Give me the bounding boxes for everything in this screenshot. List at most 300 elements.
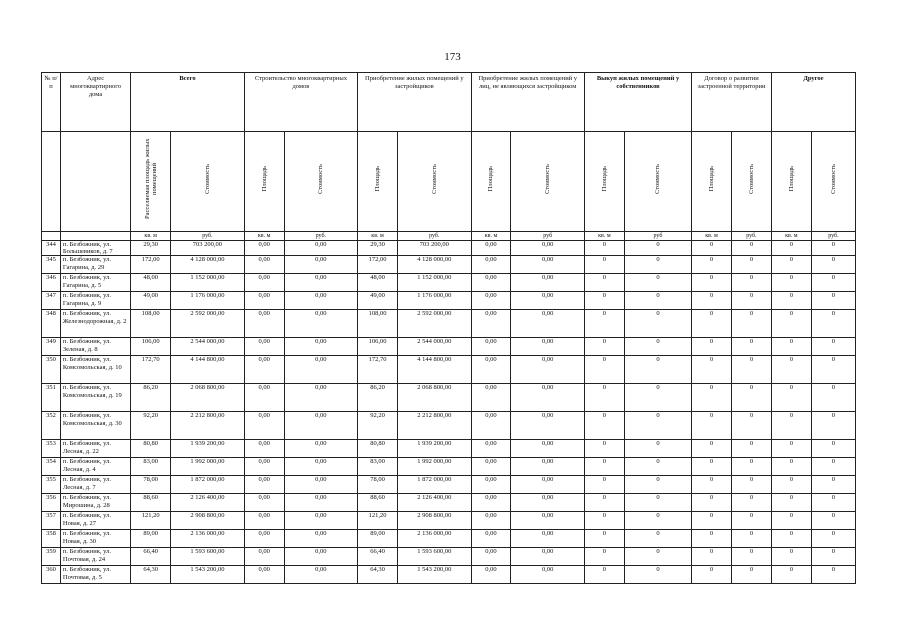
row-value-cell: 0 — [624, 310, 691, 338]
unit-cell: руб. — [398, 232, 472, 241]
header-cost: Стоимость — [398, 132, 472, 232]
row-value-cell: 0,00 — [471, 384, 511, 412]
row-value-cell: 0,00 — [284, 566, 358, 584]
row-number: 358 — [42, 530, 61, 548]
row-value-cell: 0 — [811, 512, 855, 530]
table-row — [42, 256, 856, 274]
row-address: п. Безбожник, ул. Лесная, д. 4 — [60, 458, 130, 476]
header-row-units — [42, 232, 856, 241]
unit-cell: руб. — [171, 232, 245, 241]
row-value-cell: 0 — [771, 356, 811, 384]
row-value-cell: 2 908 800,00 — [171, 512, 245, 530]
row-value-cell: 0,00 — [244, 274, 284, 292]
row-value-cell: 0 — [624, 530, 691, 548]
row-value-cell: 0 — [584, 274, 624, 292]
table-body — [42, 241, 856, 584]
row-address: п. Безбожник, ул. Лесная, д. 7 — [60, 476, 130, 494]
row-value-cell: 49,00 — [358, 292, 398, 310]
row-value-cell: 0 — [731, 458, 771, 476]
table-row — [42, 566, 856, 584]
row-value-cell: 0,00 — [471, 530, 511, 548]
row-value-cell: 29,30 — [131, 241, 171, 256]
row-value-cell: 0 — [624, 458, 691, 476]
row-value-cell: 0 — [811, 530, 855, 548]
row-number: 355 — [42, 476, 61, 494]
row-value-cell: 0 — [584, 530, 624, 548]
row-value-cell: 0,00 — [511, 310, 585, 338]
row-value-cell: 0 — [731, 494, 771, 512]
row-value-cell: 0 — [692, 256, 732, 274]
row-value-cell: 0,00 — [244, 512, 284, 530]
row-value-cell: 0 — [692, 440, 732, 458]
row-value-cell: 0 — [624, 440, 691, 458]
row-value-cell: 0 — [771, 274, 811, 292]
header-group-territory: Договор о развитии застроенной территории — [692, 73, 772, 132]
row-value-cell: 172,00 — [358, 256, 398, 274]
header-area: Площадь — [771, 132, 811, 232]
row-value-cell: 64,30 — [131, 566, 171, 584]
row-value-cell: 0 — [731, 440, 771, 458]
row-value-cell: 0 — [811, 440, 855, 458]
row-value-cell: 0,00 — [244, 384, 284, 412]
row-value-cell: 0 — [584, 458, 624, 476]
row-value-cell: 0 — [771, 256, 811, 274]
row-value-cell: 78,00 — [131, 476, 171, 494]
row-value-cell: 0,00 — [284, 356, 358, 384]
row-value-cell: 0 — [692, 476, 732, 494]
row-value-cell: 0,00 — [244, 256, 284, 274]
row-number: 353 — [42, 440, 61, 458]
row-value-cell: 83,00 — [131, 458, 171, 476]
unit-cell: кв. м — [771, 232, 811, 241]
row-value-cell: 0 — [692, 292, 732, 310]
row-value-cell: 0,00 — [244, 566, 284, 584]
row-value-cell: 92,20 — [131, 412, 171, 440]
table-row — [42, 241, 856, 256]
row-value-cell: 0 — [692, 530, 732, 548]
row-value-cell: 2 126 400,00 — [398, 494, 472, 512]
row-value-cell: 0 — [624, 256, 691, 274]
row-value-cell: 0 — [731, 384, 771, 412]
row-value-cell: 0 — [771, 384, 811, 412]
row-value-cell: 0 — [584, 476, 624, 494]
row-value-cell: 0,00 — [244, 458, 284, 476]
row-value-cell: 0,00 — [244, 440, 284, 458]
row-value-cell: 0 — [771, 292, 811, 310]
row-value-cell: 0,00 — [284, 274, 358, 292]
header-area: Площадь — [358, 132, 398, 232]
row-value-cell: 703 200,00 — [171, 241, 245, 256]
row-value-cell: 0 — [771, 458, 811, 476]
row-value-cell: 0 — [624, 476, 691, 494]
header-row-groups — [42, 73, 856, 132]
row-value-cell: 0 — [731, 274, 771, 292]
row-value-cell: 0 — [584, 310, 624, 338]
row-value-cell: 0 — [731, 530, 771, 548]
header-cost: Стоимость — [171, 132, 245, 232]
row-value-cell: 0 — [584, 256, 624, 274]
row-number: 357 — [42, 512, 61, 530]
table-row — [42, 292, 856, 310]
row-value-cell: 80,80 — [131, 440, 171, 458]
row-value-cell: 1 152 000,00 — [398, 274, 472, 292]
row-value-cell: 0 — [692, 274, 732, 292]
row-value-cell: 0,00 — [244, 356, 284, 384]
row-value-cell: 0,00 — [511, 548, 585, 566]
row-number: 351 — [42, 384, 61, 412]
row-value-cell: 4 144 800,00 — [398, 356, 472, 384]
row-value-cell: 2 592 000,00 — [398, 310, 472, 338]
row-value-cell: 0,00 — [471, 512, 511, 530]
row-value-cell: 0 — [731, 356, 771, 384]
row-value-cell: 88,60 — [358, 494, 398, 512]
row-value-cell: 78,00 — [358, 476, 398, 494]
row-value-cell: 1 152 000,00 — [171, 274, 245, 292]
row-value-cell: 0 — [624, 274, 691, 292]
unit-empty — [60, 232, 130, 241]
row-number: 344 — [42, 241, 61, 256]
row-value-cell: 0 — [584, 241, 624, 256]
row-value-cell: 0 — [771, 476, 811, 494]
row-value-cell: 0 — [731, 548, 771, 566]
row-value-cell: 1 872 000,00 — [398, 476, 472, 494]
row-value-cell: 92,20 — [358, 412, 398, 440]
header-empty — [42, 132, 61, 232]
row-value-cell: 0,00 — [511, 292, 585, 310]
row-value-cell: 0 — [771, 512, 811, 530]
row-value-cell: 0,00 — [244, 310, 284, 338]
row-value-cell: 0 — [624, 241, 691, 256]
row-value-cell: 0,00 — [511, 494, 585, 512]
row-value-cell: 0 — [811, 338, 855, 356]
header-group-developers: Приобретение жилых помещений у застройщиков — [358, 73, 471, 132]
row-value-cell: 0 — [584, 494, 624, 512]
row-value-cell: 2 136 000,00 — [398, 530, 472, 548]
row-value-cell: 703 200,00 — [398, 241, 472, 256]
row-value-cell: 0,00 — [284, 494, 358, 512]
row-value-cell: 0 — [811, 458, 855, 476]
row-value-cell: 2 592 000,00 — [171, 310, 245, 338]
row-value-cell: 48,00 — [358, 274, 398, 292]
row-value-cell: 0 — [811, 494, 855, 512]
row-value-cell: 0,00 — [284, 241, 358, 256]
row-address: п. Безбожник, ул. Комсомольская, д. 10 — [60, 356, 130, 384]
row-value-cell: 0 — [624, 356, 691, 384]
row-value-cell: 0 — [731, 476, 771, 494]
row-number: 352 — [42, 412, 61, 440]
row-value-cell: 0,00 — [471, 310, 511, 338]
unit-cell: руб. — [731, 232, 771, 241]
row-value-cell: 0,00 — [244, 530, 284, 548]
row-value-cell: 0 — [731, 566, 771, 584]
row-value-cell: 0,00 — [511, 274, 585, 292]
table-row — [42, 384, 856, 412]
row-value-cell: 83,00 — [358, 458, 398, 476]
table-row — [42, 548, 856, 566]
row-value-cell: 0 — [692, 241, 732, 256]
row-value-cell: 0 — [692, 566, 732, 584]
row-value-cell: 0 — [584, 338, 624, 356]
row-value-cell: 0,00 — [511, 384, 585, 412]
row-value-cell: 0,00 — [471, 356, 511, 384]
row-value-cell: 0 — [771, 338, 811, 356]
header-cost: Стоимость — [284, 132, 358, 232]
row-value-cell: 0 — [731, 512, 771, 530]
row-value-cell: 0 — [624, 338, 691, 356]
row-number: 349 — [42, 338, 61, 356]
row-value-cell: 2 136 000,00 — [171, 530, 245, 548]
row-value-cell: 0,00 — [471, 494, 511, 512]
row-value-cell: 0,00 — [511, 476, 585, 494]
row-value-cell: 108,00 — [358, 310, 398, 338]
row-value-cell: 0,00 — [284, 440, 358, 458]
row-value-cell: 0,00 — [511, 440, 585, 458]
table-row — [42, 440, 856, 458]
row-value-cell: 0,00 — [511, 256, 585, 274]
table-row — [42, 530, 856, 548]
row-value-cell: 0 — [811, 274, 855, 292]
unit-cell: руб — [624, 232, 691, 241]
row-value-cell: 0 — [731, 292, 771, 310]
row-value-cell: 4 144 800,00 — [171, 356, 245, 384]
row-value-cell: 0 — [811, 310, 855, 338]
row-number: 354 — [42, 458, 61, 476]
row-value-cell: 64,30 — [358, 566, 398, 584]
row-value-cell: 2 544 000,00 — [398, 338, 472, 356]
row-value-cell: 88,60 — [131, 494, 171, 512]
row-value-cell: 0,00 — [244, 338, 284, 356]
row-value-cell: 0,00 — [244, 476, 284, 494]
table-row — [42, 458, 856, 476]
row-value-cell: 48,00 — [131, 274, 171, 292]
row-address: п. Безбожник, ул. Гагарина, д. 29 — [60, 256, 130, 274]
row-value-cell: 0 — [584, 384, 624, 412]
row-value-cell: 0 — [624, 384, 691, 412]
row-value-cell: 2 068 800,00 — [171, 384, 245, 412]
row-value-cell: 0,00 — [511, 338, 585, 356]
row-value-cell: 0 — [811, 384, 855, 412]
row-value-cell: 108,00 — [131, 310, 171, 338]
row-address: п. Безбожник, ул. Комсомольская, д. 19 — [60, 384, 130, 412]
row-value-cell: 0 — [624, 412, 691, 440]
header-group-total: Всего — [131, 73, 244, 132]
row-value-cell: 0 — [584, 412, 624, 440]
row-value-cell: 0,00 — [471, 440, 511, 458]
row-value-cell: 0,00 — [284, 512, 358, 530]
row-value-cell: 0 — [771, 310, 811, 338]
row-address: п. Безбожник, ул. Гагарина, д. 5 — [60, 274, 130, 292]
row-value-cell: 0,00 — [244, 548, 284, 566]
unit-cell: руб. — [284, 232, 358, 241]
row-value-cell: 1 176 000,00 — [171, 292, 245, 310]
row-value-cell: 1 939 200,00 — [171, 440, 245, 458]
row-value-cell: 0 — [584, 548, 624, 566]
row-number: 346 — [42, 274, 61, 292]
row-value-cell: 0 — [692, 310, 732, 338]
row-value-cell: 106,00 — [358, 338, 398, 356]
header-group-non-developers: Приобретение жилых помещений у лиц, не являющихся застройщиком — [471, 73, 584, 132]
row-value-cell: 0 — [811, 566, 855, 584]
row-value-cell: 89,00 — [358, 530, 398, 548]
row-number: 359 — [42, 548, 61, 566]
row-value-cell: 1 872 000,00 — [171, 476, 245, 494]
header-area: Площадь — [692, 132, 732, 232]
table-row — [42, 476, 856, 494]
row-value-cell: 0 — [811, 241, 855, 256]
row-address: п. Безбожник, ул. Почтовая, д. 24 — [60, 548, 130, 566]
resettlement-table — [41, 72, 856, 584]
table-row — [42, 356, 856, 384]
row-value-cell: 0 — [584, 356, 624, 384]
row-value-cell: 2 544 000,00 — [171, 338, 245, 356]
row-value-cell: 49,00 — [131, 292, 171, 310]
header-cost: Стоимость — [624, 132, 691, 232]
row-value-cell: 0,00 — [471, 476, 511, 494]
row-value-cell: 0,00 — [511, 566, 585, 584]
row-value-cell: 0 — [624, 566, 691, 584]
row-value-cell: 0,00 — [471, 338, 511, 356]
row-value-cell: 0 — [771, 530, 811, 548]
row-value-cell: 0 — [692, 356, 732, 384]
header-area: Площадь — [244, 132, 284, 232]
row-address: п. Безбожник, ул. Лесная, д. 22 — [60, 440, 130, 458]
row-value-cell: 1 939 200,00 — [398, 440, 472, 458]
row-value-cell: 0,00 — [471, 241, 511, 256]
row-value-cell: 0,00 — [471, 292, 511, 310]
row-value-cell: 0 — [731, 256, 771, 274]
row-value-cell: 1 543 200,00 — [171, 566, 245, 584]
row-value-cell: 0 — [811, 356, 855, 384]
header-row-subcolumns — [42, 132, 856, 232]
row-value-cell: 0 — [771, 412, 811, 440]
row-value-cell: 0,00 — [471, 256, 511, 274]
header-no: № п/п — [42, 73, 61, 132]
row-value-cell: 0,00 — [244, 292, 284, 310]
row-value-cell: 121,20 — [131, 512, 171, 530]
row-value-cell: 2 212 800,00 — [398, 412, 472, 440]
header-area: Площадь — [471, 132, 511, 232]
row-value-cell: 0,00 — [511, 356, 585, 384]
row-value-cell: 0 — [771, 494, 811, 512]
table-row — [42, 274, 856, 292]
row-value-cell: 0 — [811, 476, 855, 494]
row-value-cell: 0,00 — [244, 241, 284, 256]
row-value-cell: 86,20 — [131, 384, 171, 412]
unit-cell: кв. м — [692, 232, 732, 241]
row-address: п. Безбожник, ул. Мирошина, д. 28 — [60, 494, 130, 512]
row-value-cell: 0,00 — [284, 292, 358, 310]
row-number: 350 — [42, 356, 61, 384]
row-value-cell: 0 — [731, 338, 771, 356]
row-value-cell: 2 212 800,00 — [171, 412, 245, 440]
row-number: 360 — [42, 566, 61, 584]
row-value-cell: 0,00 — [471, 566, 511, 584]
row-value-cell: 2 908 800,00 — [398, 512, 472, 530]
row-value-cell: 106,00 — [131, 338, 171, 356]
row-value-cell: 0,00 — [284, 530, 358, 548]
row-value-cell: 0,00 — [511, 530, 585, 548]
row-value-cell: 0,00 — [471, 412, 511, 440]
row-value-cell: 0 — [692, 338, 732, 356]
row-address: п. Безбожник, ул. Зеленая, д. 8 — [60, 338, 130, 356]
header-cost: Стоимость — [511, 132, 585, 232]
row-value-cell: 0 — [584, 292, 624, 310]
row-value-cell: 0 — [731, 310, 771, 338]
row-value-cell: 0,00 — [244, 494, 284, 512]
row-value-cell: 0,00 — [284, 310, 358, 338]
row-value-cell: 86,20 — [358, 384, 398, 412]
row-number: 347 — [42, 292, 61, 310]
row-value-cell: 0 — [811, 292, 855, 310]
row-value-cell: 0,00 — [511, 241, 585, 256]
row-value-cell: 172,70 — [358, 356, 398, 384]
row-value-cell: 1 593 600,00 — [398, 548, 472, 566]
row-value-cell: 0 — [731, 412, 771, 440]
row-value-cell: 172,70 — [131, 356, 171, 384]
unit-cell: кв. м — [358, 232, 398, 241]
row-value-cell: 0,00 — [284, 412, 358, 440]
row-value-cell: 1 176 000,00 — [398, 292, 472, 310]
row-value-cell: 0 — [811, 412, 855, 440]
row-value-cell: 0 — [624, 548, 691, 566]
row-value-cell: 172,00 — [131, 256, 171, 274]
row-value-cell: 0 — [624, 512, 691, 530]
header-group-buyout: Выкуп жилых помещений у собственников — [584, 73, 691, 132]
row-value-cell: 0,00 — [511, 412, 585, 440]
row-value-cell: 89,00 — [131, 530, 171, 548]
header-group-other: Другое — [771, 73, 855, 132]
row-number: 345 — [42, 256, 61, 274]
row-value-cell: 0,00 — [284, 338, 358, 356]
header-cost: Стоимость — [731, 132, 771, 232]
row-value-cell: 0 — [692, 548, 732, 566]
row-number: 348 — [42, 310, 61, 338]
row-value-cell: 0 — [811, 256, 855, 274]
row-value-cell: 0,00 — [511, 512, 585, 530]
row-value-cell: 1 992 000,00 — [398, 458, 472, 476]
row-value-cell: 0 — [771, 241, 811, 256]
table-row — [42, 494, 856, 512]
row-value-cell: 1 543 200,00 — [398, 566, 472, 584]
row-number: 356 — [42, 494, 61, 512]
row-value-cell: 0,00 — [471, 548, 511, 566]
row-address: п. Безбожник, ул. Новая, д. 27 — [60, 512, 130, 530]
row-value-cell: 0 — [771, 440, 811, 458]
row-value-cell: 0 — [584, 440, 624, 458]
header-total-area: Расселяемая площадь жилых помещений — [131, 132, 171, 232]
row-address: п. Безбожник, ул. Большевиков, д. 7 — [60, 241, 130, 256]
row-value-cell: 1 992 000,00 — [171, 458, 245, 476]
row-value-cell: 66,40 — [131, 548, 171, 566]
header-empty — [60, 132, 130, 232]
row-value-cell: 0 — [771, 548, 811, 566]
table-row — [42, 412, 856, 440]
row-value-cell: 0 — [731, 241, 771, 256]
row-value-cell: 80,80 — [358, 440, 398, 458]
row-value-cell: 0,00 — [284, 384, 358, 412]
row-value-cell: 29,30 — [358, 241, 398, 256]
header-cost: Стоимость — [811, 132, 855, 232]
row-value-cell: 0,00 — [244, 412, 284, 440]
row-address: п. Безбожник, ул. Комсомольская, д. 30 — [60, 412, 130, 440]
table-row — [42, 310, 856, 338]
unit-cell: кв. м — [471, 232, 511, 241]
row-value-cell: 4 128 000,00 — [171, 256, 245, 274]
row-address: п. Безбожник, ул. Железнодорожная, д. 2 — [60, 310, 130, 338]
row-value-cell: 0,00 — [284, 476, 358, 494]
unit-cell: кв. м — [131, 232, 171, 241]
unit-cell: кв. м — [584, 232, 624, 241]
